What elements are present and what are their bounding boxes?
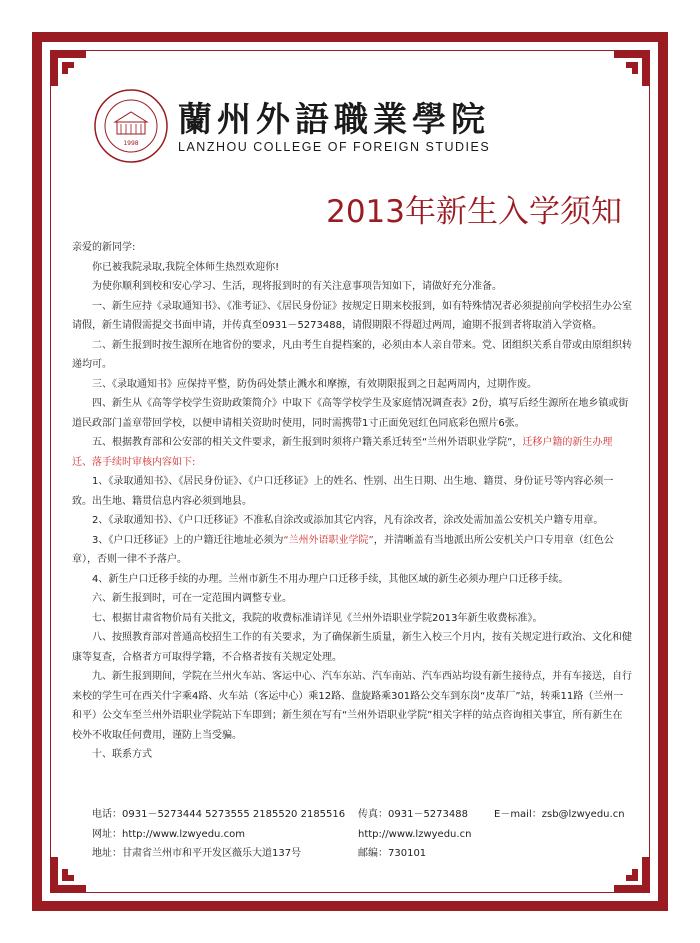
contact-row-1	[72, 805, 642, 825]
college-name-cn: 蘭州外語職業學院	[178, 100, 490, 140]
college-seal-logo-icon	[93, 88, 169, 164]
sub-item-1: 1、《录取通知书》、《居民身份证》、《户口迁移证》上的姓名、性别、出生日期、出生地、籍贯、身份证号等内容必须一致。出生地、籍贯信息内容必须到地县。	[72, 476, 614, 507]
corner-ornament-icon	[612, 48, 652, 88]
contact-postcode: 邮编：730101	[358, 848, 427, 859]
sub-item-3-highlight: “兰州外语职业学院”	[283, 534, 374, 546]
contact-block	[72, 805, 642, 864]
contact-email-link[interactable]: E－mail：zsb@lzwyedu.cn	[494, 809, 625, 820]
sub-item-3-text-b: ，并清晰盖有当地派出所公安机关户口专用章（红色公章），否则一律不予落户。	[72, 534, 614, 565]
intro-line: 为使你顺利到校和安心学习、生活，现将报到时的有关注意事项告知如下，请做好充分准备。	[92, 281, 502, 292]
contact-fax: 传真：0931－5273488	[358, 809, 468, 820]
contact-phone: 电话：0931－5273444 5273555 2185520 2185516	[92, 809, 346, 820]
welcome-line: 你已被我院录取,我院全体师生热烈欢迎你!	[92, 261, 280, 273]
contact-website-alt-link[interactable]: http://www.lzwyedu.cn	[358, 828, 472, 840]
sub-item-4: 4、新生户口迁移手续的办理。兰州市新生不用办理户口迁移手续，其他区域的新生必须办理户口迁移手续。	[92, 573, 569, 585]
college-name-en: LANZHOU COLLEGE OF FOREIGN STUDIES	[178, 140, 491, 154]
corner-ornament-icon	[48, 48, 88, 88]
sub-item-3	[72, 531, 632, 570]
item-6: 六、新生报到时，可在一定范围内调整专业。	[92, 593, 292, 604]
contact-row-2	[72, 825, 642, 845]
contact-address: 地址：甘肃省兰州市和平开发区薇乐大道137号	[92, 848, 302, 859]
document-title: 2013年新生入学须知	[326, 194, 622, 230]
notice-body	[72, 238, 632, 765]
logo-year: 1998	[123, 140, 139, 147]
sub-item-2: 2、《录取通知书》、《户口迁移证》不准私自涂改或添加其它内容，凡有涂改者，涂改处需加盖公安机关户籍专用章。	[92, 515, 604, 526]
item-7: 七、根据甘肃省物价局有关批文，我院的收费标准请详见《兰州外语职业学院2013年新生收费标准》。	[92, 612, 543, 624]
item-10: 十、联系方式	[92, 749, 152, 760]
item-3: 三、《录取通知书》应保持平整，防伪码处禁止溅水和摩擦，有效期限报到之日起两周内，过期作废。	[92, 378, 537, 390]
item-5-text: 五、根据教育部和公安部的相关文件要求，新生报到时须将户籍关系迁转至“兰州外语职业学院”，	[92, 437, 523, 448]
item-5-highlight: 迁移户籍的新生办理迁、落手续时审核内容如下:	[72, 437, 613, 468]
item-5	[72, 433, 632, 472]
contact-row-3	[72, 844, 642, 864]
item-8: 八、按照教育部对普通高校招生工作的有关要求，为了确保新生质量，新生入校三个月内，按有关规定进行政治、文化和健康等复查，合格者方可取得学籍，不合格者按有关规定处理。	[72, 632, 632, 663]
item-2: 二、新生报到时按生源所在地省份的要求，凡由考生自提档案的，必须由本人亲自带来。党、团组织关系自带或由原组织转递均可。	[72, 339, 632, 370]
sub-item-3-text-a: 3、《户口迁移证》上的户籍迁往地址必须为	[92, 534, 284, 546]
greeting: 亲爱的新同学:	[72, 242, 136, 253]
item-4: 四、新生从《高等学校学生资助政策简介》中取下《高等学校学生及家庭情况调查表》2份，填写后经生源所在地乡镇或街道民政部门盖章带回学校，以便申请相关资助时使用，同时需携带1寸正面免冠红色同底彩色照片6张。	[72, 398, 629, 429]
item-9: 九、新生报到期间，学院在兰州火车站、客运中心、汽车东站、汽车南站、汽车西站均设有新生接待点，并有车接送，自行来校的学生可在西关什字乘4路、火车站（客运中心）乘12路、盘旋路乘301路公交车到东岗“皮革厂”站，转乘11路（兰州一和平）公交车至兰州外语职业学院站下车即到；新生须在写有“兰州外语职业学院”相关字样的站点咨询相关事宜，所有新生在校外不收取任何费用，谨防上当受骗。	[72, 671, 632, 741]
item-1: 一、新生应持《录取通知书》、《准考证》、《居民身份证》按规定日期来校报到，如有特殊情况者必须提前向学校招生办公室请假，新生请假需提交书面申请，并传真至0931－5273488，请假期限不得超过两周，逾期不报到者将取消入学资格。	[72, 300, 632, 331]
contact-website-link[interactable]: 网址：http://www.lzwyedu.com	[92, 828, 245, 840]
